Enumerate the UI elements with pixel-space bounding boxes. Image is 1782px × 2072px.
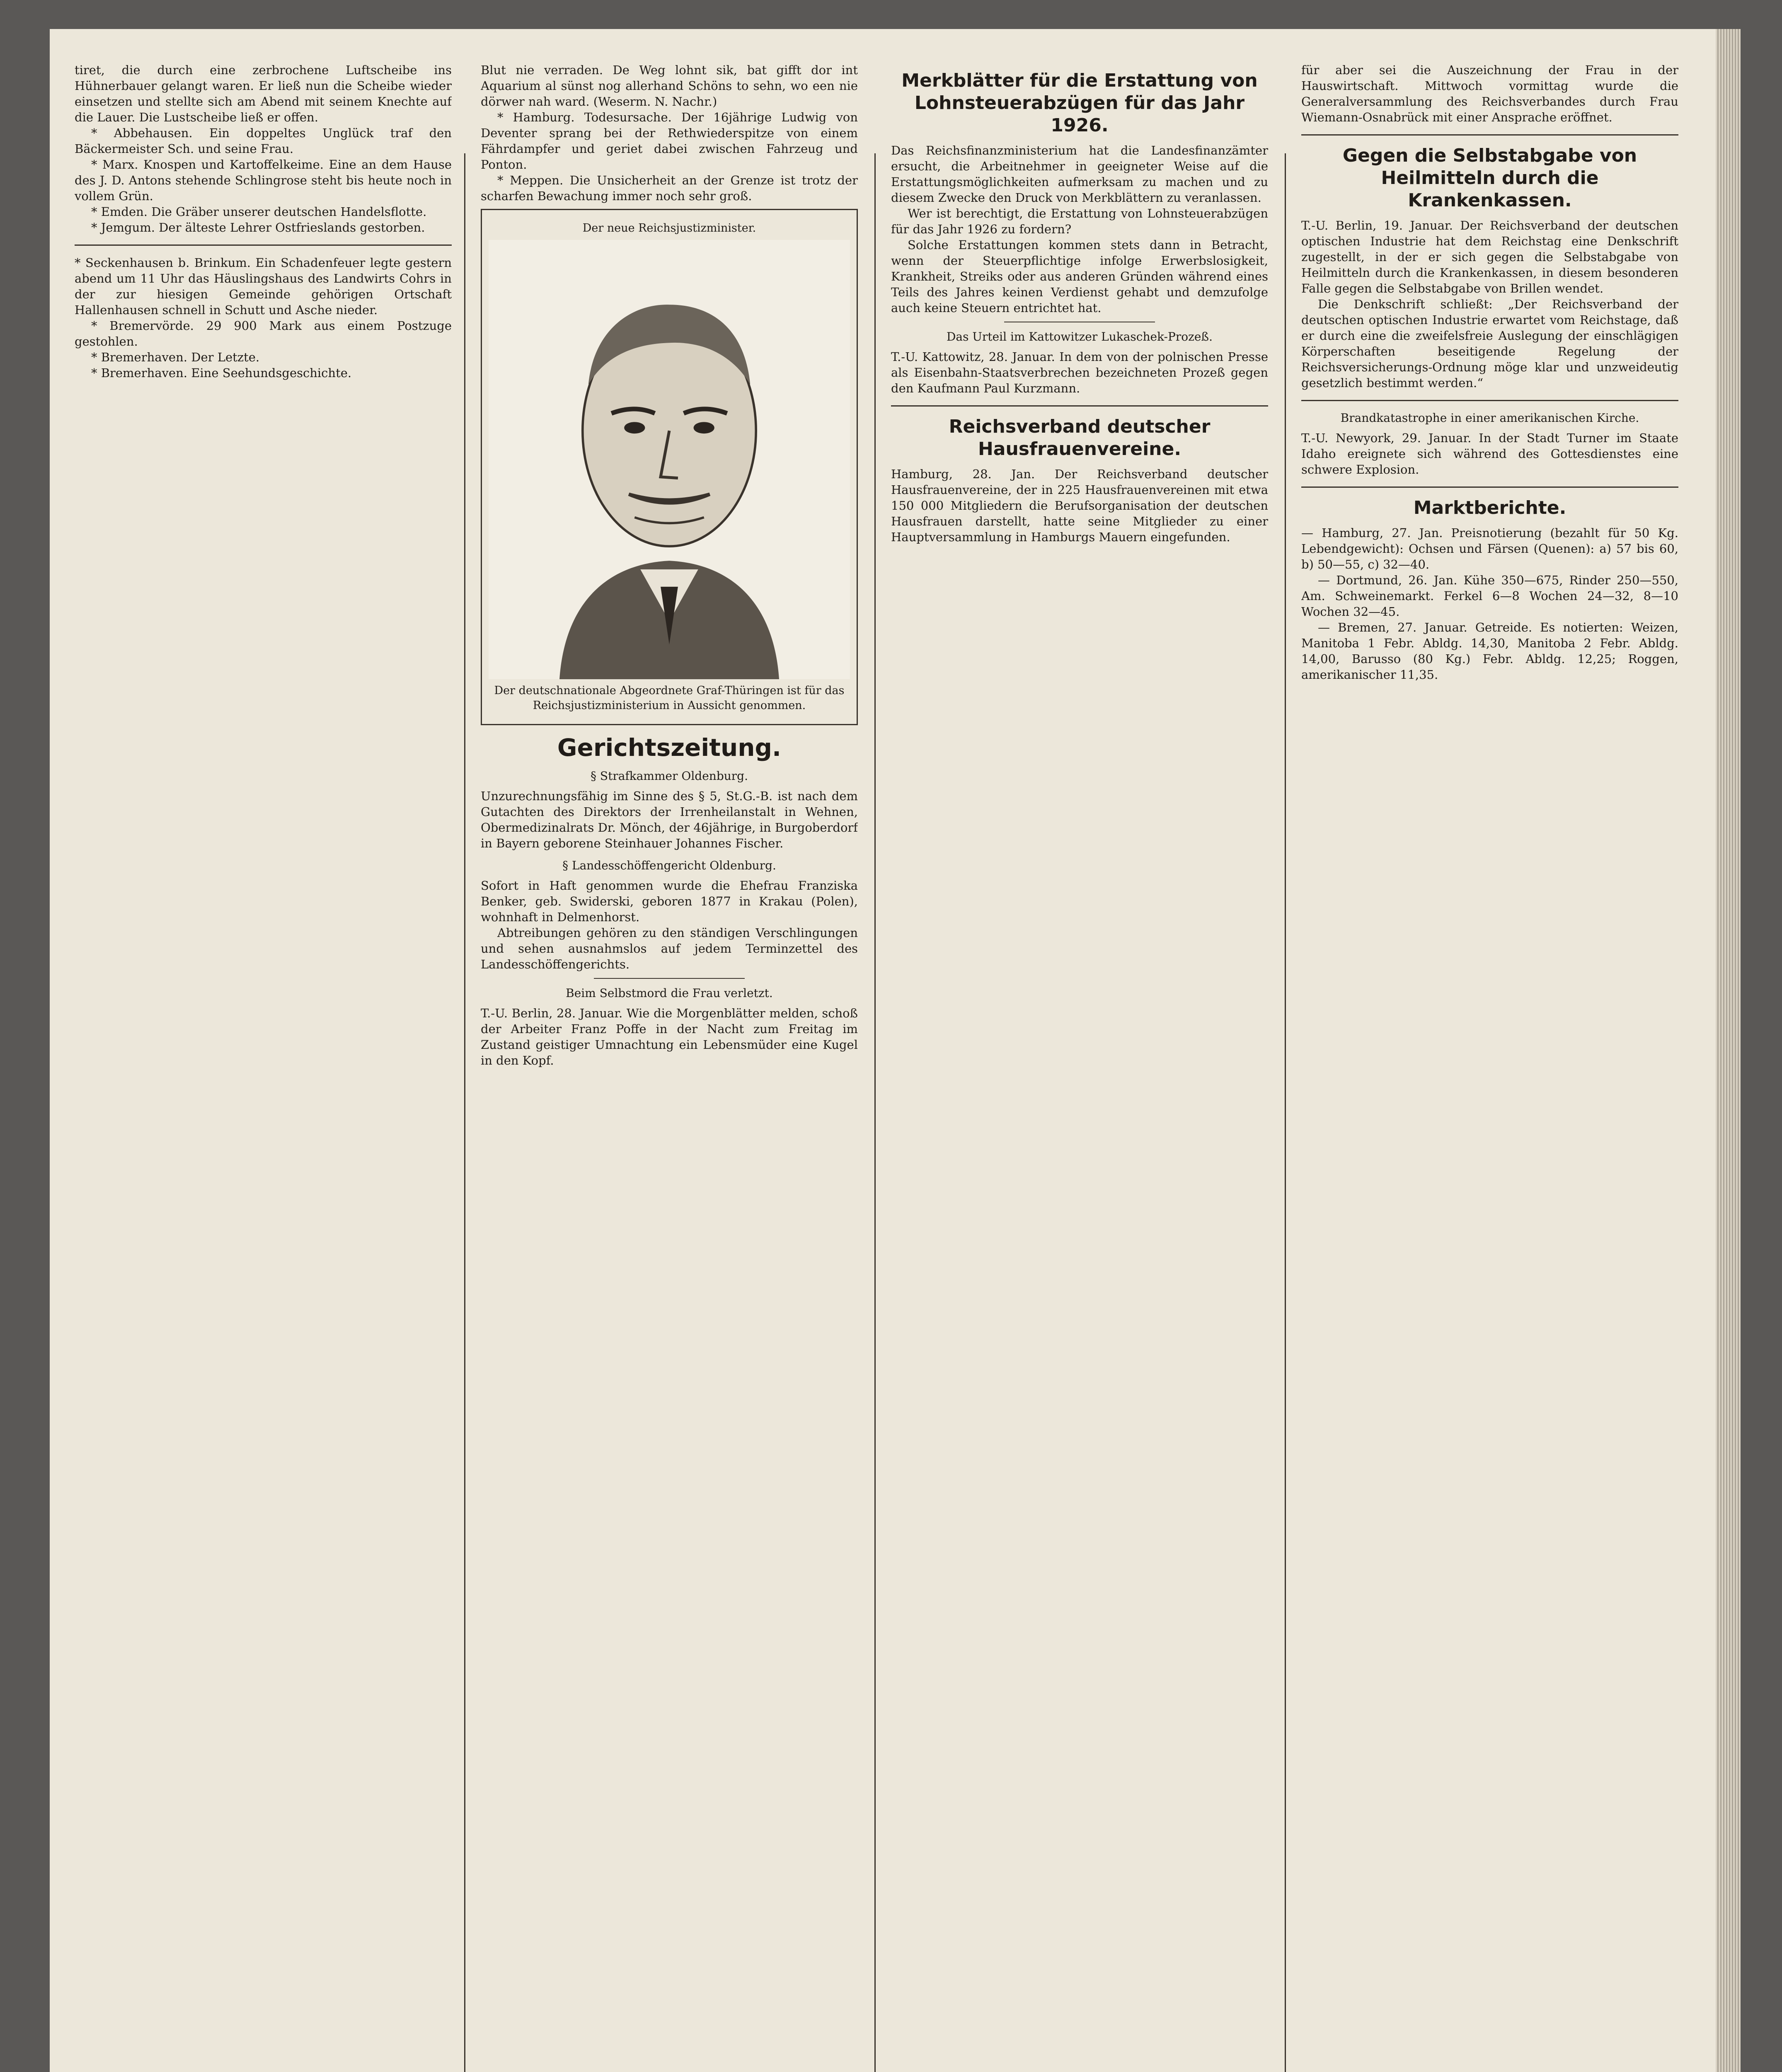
article-paragraph: * Marx. Knospen und Kartoffelkeime. Eine an dem Hause des J. D. Antons stehende Schlingrose steht bis heute noch in vollem Grün.	[75, 157, 452, 203]
article-paragraph: tiret, die durch eine zerbrochene Luftscheibe ins Hühnerbauer gelangt waren. Er ließ nun die Scheibe wieder einsetzen und stellte sich am Abend mit seinem Knechte auf die Lauer. Die Lustscheibe ließ er offen.	[75, 63, 452, 124]
court-subheading: § Strafkammer Oldenburg.	[591, 769, 748, 783]
column-1	[75, 62, 452, 2072]
column-rule	[464, 153, 465, 2072]
section-heading: Gerichtszeitung.	[557, 733, 782, 762]
article-paragraph: * Bremerhaven. Eine Seehundsgeschichte.	[91, 366, 352, 380]
court-subheading: § Landesschöffengericht Oldenburg.	[562, 859, 776, 872]
article-paragraph: Die Denkschrift schließt: „Der Reichsverband der deutschen optischen Industrie erwartet vom Reichstage, daß er durch eine die zweifelsfreie Auslegung der einschlägigen Körperschaften beseitigende Regelung der Reichsversicherungs-Ordnung möge klar und unzweideutig gesetzlich bestimmt werden.“	[1301, 297, 1678, 390]
column-4	[1301, 62, 1678, 2072]
market-report: — Hamburg, 27. Jan. Preisnotierung (bezahlt für 50 Kg. Lebendgewicht): Ochsen und Färsen (Quenen): a) 57 bis 60, b) 50—55, c) 32—40.	[1301, 526, 1678, 571]
separator	[75, 244, 452, 246]
page-stack-edge	[1716, 29, 1741, 2072]
article-paragraph: für aber sei die Auszeichnung der Frau in der Hauswirtschaft. Mittwoch vormittag wurde die Generalversammlung des Reichsverbandes durch Frau Wiemann-Osnabrück mit einer Ansprache eröffnet.	[1301, 63, 1678, 124]
column-rule	[874, 153, 876, 2072]
article-heading: Merkblätter für die Erstattung von Lohnsteuerabzügen für das Jahr 1926.	[901, 70, 1258, 136]
article-subheading: Brandkatastrophe in einer amerikanischen Kirche.	[1340, 411, 1639, 425]
separator	[1301, 400, 1678, 401]
article-subheading: Beim Selbstmord die Frau verletzt.	[566, 986, 773, 1000]
article-paragraph: Das Reichsfinanzministerium hat die Landesfinanzämter ersucht, die Arbeitnehmer in geeigneter Weise auf die Erstattungsmöglichkeiten aufmerksam zu machen und zu diesem Zwecke den Druck von Merkblättern zu veranlassen.	[891, 143, 1268, 205]
separator	[891, 405, 1268, 407]
article-paragraph: T.-U. Newyork, 29. Januar. In der Stadt Turner im Staate Idaho ereignete sich während des Gottesdienstes eine schwere Explosion.	[1301, 431, 1678, 477]
article-paragraph: Hamburg, 28. Jan. Der Reichsverband deutscher Hausfrauenvereine, der in 225 Hausfrauenvereinen mit etwa 150 000 Mitgliedern die Berufsorganisation der deutschen Hausfrauen darstellt, hatte seine Mitglieder zu einer Hauptversammlung in Hamburgs Mauern eingefunden.	[891, 467, 1268, 544]
section-heading: Marktberichte.	[1413, 497, 1567, 518]
article-subheading: Das Urteil im Kattowitzer Lukaschek-Prozeß.	[946, 330, 1213, 344]
separator	[1301, 487, 1678, 488]
article-paragraph: Blut nie verraden. De Weg lohnt sik, bat gifft dor int Aquarium al sünst nog allerhand Schöns to sehn, wo een nie dörwer nah ward. (Weserm. N. Nachr.)	[481, 63, 858, 109]
market-report: — Dortmund, 26. Jan. Kühe 350—675, Rinder 250—550, Am. Schweinemarkt. Ferkel 6—8 Wochen 24—32, 8—10 Wochen 32—45.	[1301, 573, 1678, 619]
article-paragraph: T.-U. Berlin, 28. Januar. Wie die Morgenblätter melden, schoß der Arbeiter Franz Poffe in der Nacht zum Freitag im Zustand geistiger Umnachtung ein Lebensmüder eine Kugel in den Kopf.	[481, 1006, 858, 1067]
article-paragraph: Sofort in Haft genommen wurde die Ehefrau Franziska Benker, geb. Swiderski, geboren 1877 in Krakau (Polen), wohnhaft in Delmenhorst.	[481, 879, 858, 924]
column-rule	[1285, 153, 1286, 2072]
article-paragraph: * Bremerhaven. Der Letzte.	[91, 350, 260, 364]
portrait-title: Der neue Reichsjustizminister.	[582, 222, 756, 235]
portrait-caption: Der deutschnationale Abgeordnete Graf-Thüringen ist für das Reichsjustizministerium in Aussicht genommen.	[494, 684, 845, 712]
separator	[594, 978, 745, 979]
article-paragraph: Wer ist berechtigt, die Erstattung von Lohnsteuerabzügen für das Jahr 1926 zu fordern?	[891, 206, 1268, 236]
article-paragraph: * Jemgum. Der älteste Lehrer Ostfrieslands gestorben.	[91, 220, 425, 235]
column-3	[891, 62, 1268, 2072]
newspaper-page	[50, 29, 1716, 2072]
article-paragraph: T.-U. Berlin, 19. Januar. Der Reichsverband der deutschen optischen Industrie hat dem Reichstag eine Denkschrift zugestellt, in der er sich gegen die Selbstabgabe von Heilmitteln durch die Krankenkassen, in diesem besonderen Falle gegen die Selbstabgabe von Brillen wendet.	[1301, 218, 1678, 295]
article-paragraph: * Seckenhausen b. Brinkum. Ein Schadenfeuer legte gestern abend um 11 Uhr das Häuslingshaus des Landwirts Cohrs in der zur hiesigen Gemeinde gehörigen Ortschaft Hallenhausen schnell in Schutt und Asche nieder.	[75, 256, 452, 317]
article-paragraph: * Meppen. Die Unsicherheit an der Grenze ist trotz der scharfen Bewachung immer noch sehr groß.	[481, 173, 858, 203]
article-paragraph: Abtreibungen gehören zu den ständigen Verschlingungen und sehen ausnahmslos auf jedem Terminzettel des Landesschöffengerichts.	[481, 926, 858, 971]
market-report: — Bremen, 27. Januar. Getreide. Es notierten: Weizen, Manitoba 1 Febr. Abldg. 14,30, Manitoba 2 Febr. Abldg. 14,00, Barusso (80 Kg.) Febr. Abldg. 12,25; Roggen, amerikanischer 11,35.	[1301, 620, 1678, 682]
portrait-engraving	[489, 240, 850, 679]
article-paragraph: T.-U. Kattowitz, 28. Januar. In dem von der polnischen Presse als Eisenbahn-Staatsverbrechen bezeichneten Prozeß gegen den Kaufmann Paul Kurzmann.	[891, 350, 1268, 395]
article-paragraph: * Hamburg. Todesursache. Der 16jährige Ludwig von Deventer sprang bei der Rethwiederspitze von einem Fährdampfer und geriet dabei zwischen Fahrzeug und Ponton.	[481, 110, 858, 172]
article-paragraph: Unzurechnungsfähig im Sinne des § 5, St.G.-B. ist nach dem Gutachten des Direktors der Irrenheilanstalt in Wehnen, Obermedizinalrats Dr. Mönch, der 46jährige, in Burgoberdorf in Bayern geborene Steinhauer Johannes Fischer.	[481, 789, 858, 850]
column-2	[481, 62, 858, 2072]
article-heading: Gegen die Selbstabgabe von Heilmitteln durch die Krankenkassen.	[1342, 145, 1637, 211]
article-heading: Reichsverband deutscher Hausfrauenvereine.	[949, 416, 1211, 460]
article-paragraph: * Emden. Die Gräber unserer deutschen Handelsflotte.	[91, 205, 427, 219]
article-paragraph: Solche Erstattungen kommen stets dann in Betracht, wenn der Steuerpflichtige infolge Erwerbslosigkeit, Krankheit, Streiks oder aus anderen Gründen während eines Teils des Jahres keinen Verdienst gehabt und demzufolge auch keine Steuern entrichtet hat.	[891, 238, 1268, 315]
article-paragraph: * Abbehausen. Ein doppeltes Unglück traf den Bäckermeister Sch. und seine Frau.	[75, 126, 452, 156]
portrait-box	[481, 209, 858, 725]
article-paragraph: * Bremervörde. 29 900 Mark aus einem Postzuge gestohlen.	[75, 319, 452, 349]
separator	[1301, 134, 1678, 136]
